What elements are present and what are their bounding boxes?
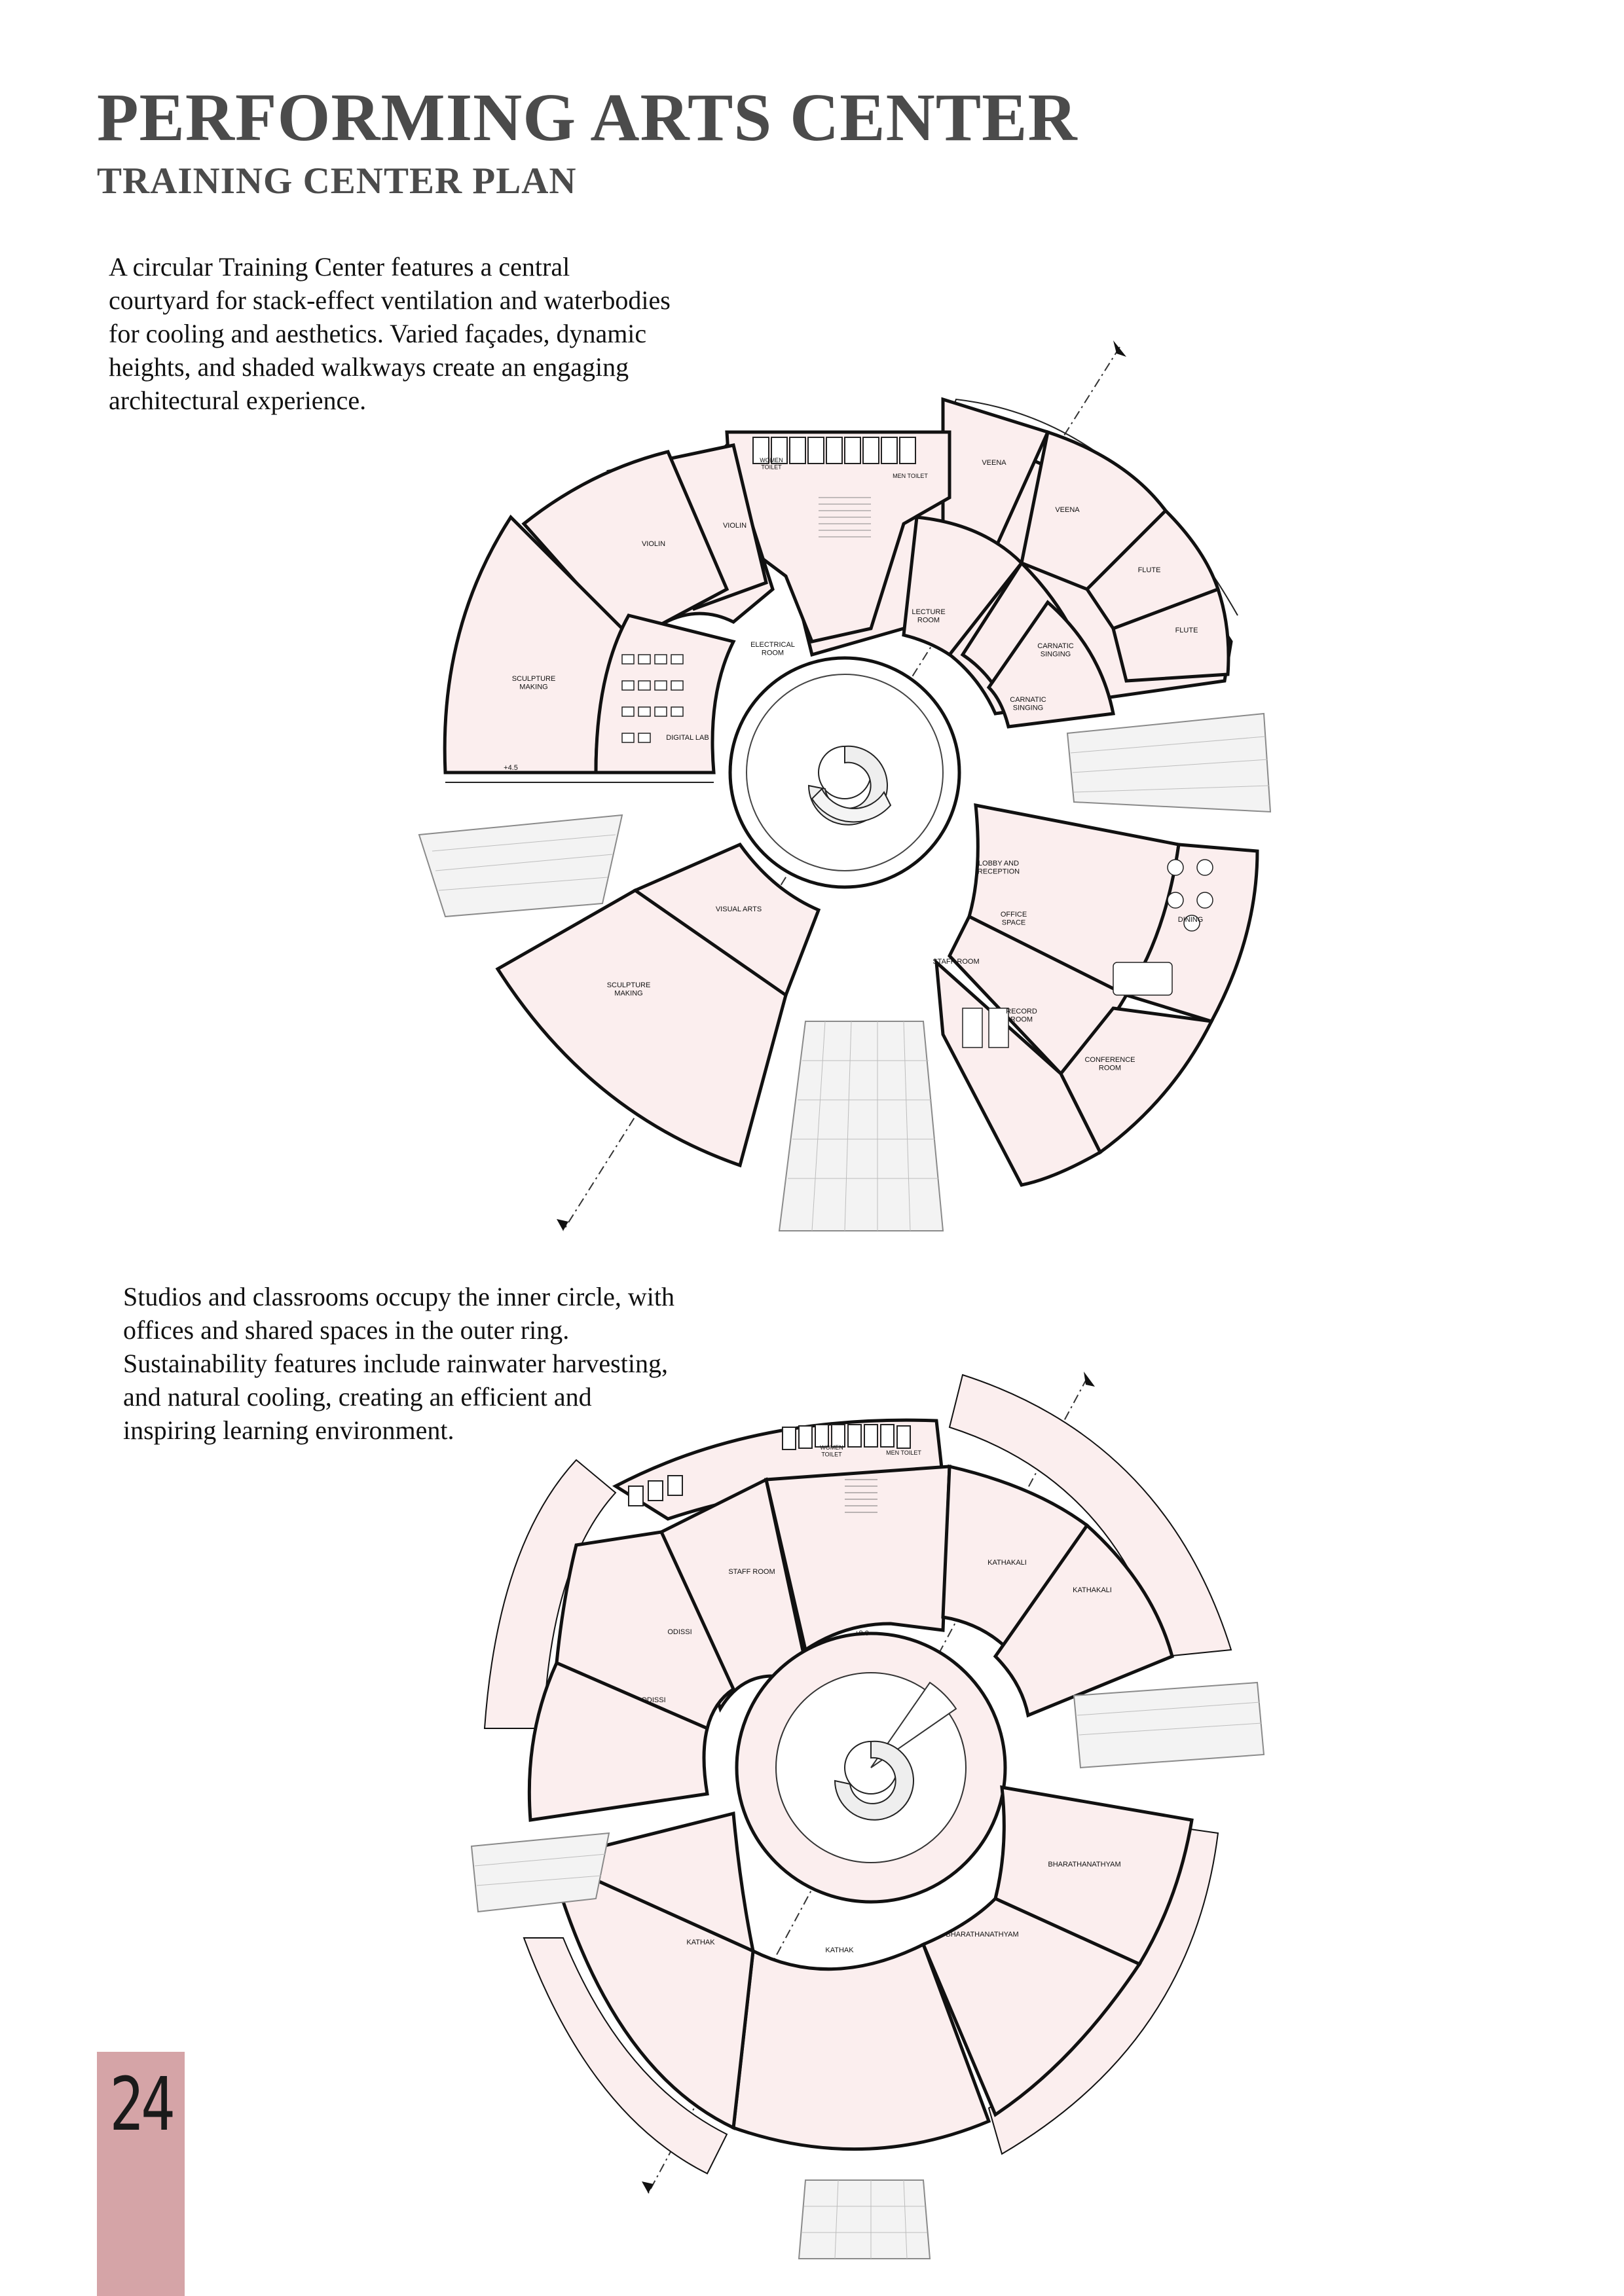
room-label: KATHAKALI xyxy=(987,1559,1027,1567)
room-label: KATHAK xyxy=(686,1939,715,1946)
room-label: WOMEN TOILET xyxy=(820,1444,843,1458)
page-title: PERFORMING ARTS CENTER xyxy=(97,80,1078,155)
room-label: STAFF ROOM xyxy=(932,958,980,966)
room-label: CONFERENCE ROOM xyxy=(1084,1056,1135,1072)
room-label: CARNATIC SINGING xyxy=(1037,642,1074,659)
room-label: STAFF ROOM xyxy=(728,1568,775,1576)
page-subtitle: TRAINING CENTER PLAN xyxy=(97,160,577,202)
room-label: BHARATHANATHYAM xyxy=(946,1931,1019,1939)
room-label: RECORD ROOM xyxy=(1006,1008,1037,1024)
room-label: ODISSI xyxy=(641,1696,666,1704)
room-label: VEENA xyxy=(982,459,1006,467)
room-label: OFFICE SPACE xyxy=(1000,911,1027,927)
level-marker: +4.5 xyxy=(504,764,518,772)
room-label: WOMEN TOILET xyxy=(760,457,783,471)
page-number-tab xyxy=(97,2052,185,2296)
room-label: CARNATIC SINGING xyxy=(1010,696,1046,712)
page-number: 24 xyxy=(109,2062,172,2147)
room-label: ELECTRICAL ROOM xyxy=(750,641,795,657)
room-label: VISUAL ARTS xyxy=(715,905,762,913)
room-label: FLUTE xyxy=(1175,627,1198,634)
description-paragraph-1: A circular Training Center features a central courtyard for stack-effect ventilation and waterbodies for cooling and aesthetics. Varied façades, dynamic heights, and shaded walkways create an engaging architectural experience. xyxy=(109,252,671,415)
room-label: KATHAK xyxy=(825,1946,854,1954)
room-label: KATHAKALI xyxy=(1073,1586,1112,1594)
room-label: SCULPTURE MAKING xyxy=(511,675,556,691)
room-label: ODISSI xyxy=(667,1628,692,1636)
room-label: SCULPTURE MAKING xyxy=(606,981,651,998)
room-label: VIOLIN xyxy=(722,522,747,530)
room-label: DINING xyxy=(1177,916,1204,924)
training-center-plan-2 xyxy=(419,1362,1297,2265)
description-paragraph-2: Studios and classrooms occupy the inner circle, with offices and shared spaces in the outer ring. Sustainability features include rainwater harvesting, and natural cooling, creating an efficient and inspiring learning environment. xyxy=(123,1282,675,1445)
room-label: FLUTE xyxy=(1137,566,1161,574)
room-label: MEN TOILET xyxy=(893,473,928,479)
room-label: VIOLIN xyxy=(641,540,666,548)
room-label: BHARATHANATHYAM xyxy=(1048,1861,1121,1868)
room-label: LOBBY AND RECEPTION xyxy=(977,860,1020,876)
room-label: MEN TOILET xyxy=(886,1449,921,1456)
room-label: DIGITAL LAB xyxy=(666,734,709,742)
room-label: LECTURE ROOM xyxy=(912,608,946,625)
training-center-plan-1 xyxy=(393,314,1323,1270)
room-label: VEENA xyxy=(1055,506,1080,514)
level-marker: +9.0 xyxy=(855,1630,869,1637)
